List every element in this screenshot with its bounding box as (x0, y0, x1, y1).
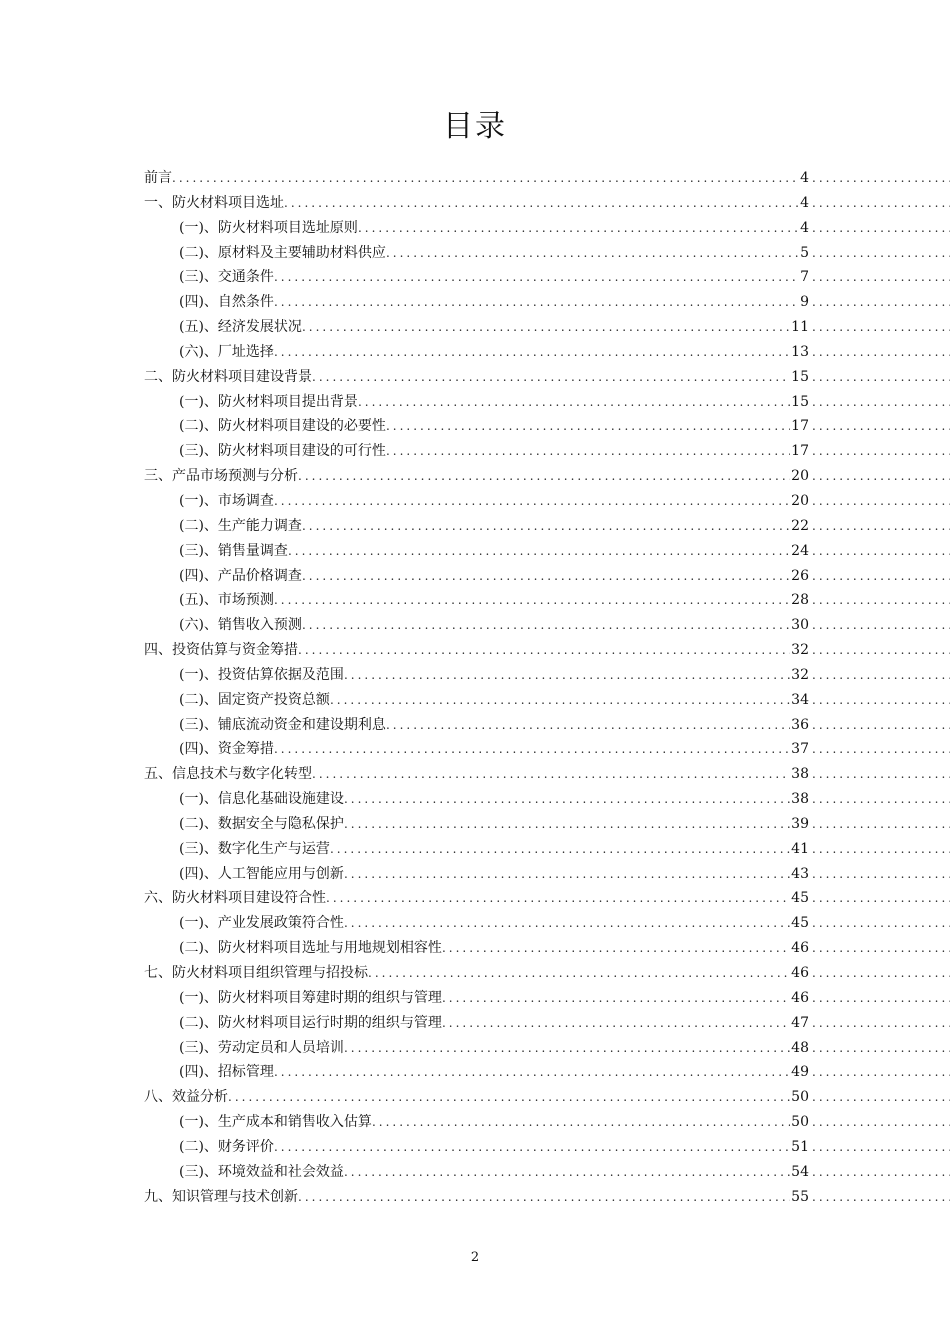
toc-entry-page: 47 (790, 1011, 810, 1036)
toc-entry-page: 4 (799, 216, 810, 241)
dot-leader (274, 489, 804, 514)
toc-entry-title: (六)、厂址选择 (179, 343, 274, 360)
toc-entry-title: 一、防火材料项目选址 (144, 194, 284, 211)
dot-leader-trailing (812, 514, 950, 539)
toc-entry-page: 26 (790, 564, 810, 589)
toc-entry-page: 46 (790, 936, 810, 961)
dot-leader-trailing (812, 464, 950, 489)
dot-leader (298, 638, 804, 663)
dot-leader-trailing (812, 762, 950, 787)
dot-leader (302, 514, 804, 539)
dot-leader (228, 1085, 804, 1110)
dot-leader-trailing (812, 886, 950, 911)
dot-leader-trailing (812, 1110, 950, 1135)
dot-leader-trailing (812, 365, 950, 390)
dot-leader-trailing (812, 812, 950, 837)
dot-leader (326, 886, 804, 911)
toc-entry-title: (二)、数据安全与隐私保护 (179, 815, 344, 832)
dot-leader (358, 216, 804, 241)
dot-leader-trailing (812, 340, 950, 365)
toc-entry (0, 862, 950, 887)
toc-entry (0, 1011, 950, 1036)
toc-entry-title: 九、知识管理与技术创新 (144, 1188, 298, 1205)
dot-leader (344, 663, 804, 688)
toc-entry (0, 837, 950, 862)
dot-leader-trailing (812, 414, 950, 439)
dot-leader-trailing (812, 1160, 950, 1185)
toc-entry-title: (三)、防火材料项目建设的可行性 (179, 443, 386, 460)
toc-entry-title: (一)、信息化基础设施建设 (179, 791, 344, 808)
toc-entry (0, 886, 950, 911)
toc-entry-title: (一)、生产成本和销售收入估算 (179, 1114, 372, 1131)
toc-entry-page: 9 (799, 290, 810, 315)
toc-entry-title: 五、信息技术与数字化转型 (144, 766, 312, 783)
toc-entry-page: 20 (790, 489, 810, 514)
toc-entry-page: 4 (799, 191, 810, 216)
dot-leader (386, 713, 804, 738)
toc-entry-title: (三)、交通条件 (179, 269, 274, 286)
toc-entry-title: (二)、防火材料项目选址与用地规划相容性 (179, 940, 442, 957)
dot-leader-trailing (812, 216, 950, 241)
page-title: 目录 (443, 109, 507, 144)
toc-entry-page: 17 (790, 439, 810, 464)
dot-leader (368, 961, 804, 986)
toc-entry (0, 986, 950, 1011)
toc-entry-title: (六)、销售收入预测 (179, 617, 302, 634)
toc-entry (0, 290, 950, 315)
toc-entry-page: 41 (790, 837, 810, 862)
dot-leader-trailing (812, 564, 950, 589)
dot-leader (344, 1160, 804, 1185)
dot-leader-trailing (812, 688, 950, 713)
toc-entry-page: 54 (790, 1160, 810, 1185)
toc-entry-title: (四)、产品价格调查 (179, 567, 302, 584)
toc-entry (0, 241, 950, 266)
toc-entry (0, 1036, 950, 1061)
dot-leader (274, 1135, 804, 1160)
dot-leader (274, 1060, 804, 1085)
toc-entry-title: (三)、环境效益和社会效益 (179, 1163, 344, 1180)
dot-leader (274, 340, 804, 365)
toc-entry (0, 787, 950, 812)
toc-entry-title: 二、防火材料项目建设背景 (144, 368, 312, 385)
dot-leader (274, 737, 804, 762)
dot-leader-trailing (812, 265, 950, 290)
dot-leader-trailing (812, 638, 950, 663)
toc-entry-title: (二)、原材料及主要辅助材料供应 (179, 244, 386, 261)
toc-entry (0, 489, 950, 514)
toc-entry (0, 638, 950, 663)
dot-leader-trailing (812, 315, 950, 340)
toc-entry (0, 1135, 950, 1160)
toc-entry-title: (一)、防火材料项目提出背景 (179, 393, 358, 410)
dot-leader (372, 1110, 804, 1135)
dot-leader-trailing (812, 489, 950, 514)
table-of-contents (0, 166, 950, 1209)
dot-leader-trailing (812, 191, 950, 216)
dot-leader (330, 837, 804, 862)
toc-entry-title: (一)、防火材料项目筹建时期的组织与管理 (179, 989, 442, 1006)
toc-entry-page: 17 (790, 414, 810, 439)
toc-entry (0, 1085, 950, 1110)
toc-entry (0, 812, 950, 837)
toc-entry-title: (四)、资金筹措 (179, 741, 274, 758)
toc-entry-title: (三)、销售量调查 (179, 542, 288, 559)
dot-leader (344, 1036, 804, 1061)
toc-entry (0, 191, 950, 216)
dot-leader-trailing (812, 588, 950, 613)
toc-entry-title: (一)、防火材料项目选址原则 (179, 219, 358, 236)
toc-entry-title: (三)、数字化生产与运营 (179, 840, 330, 857)
toc-entry (0, 539, 950, 564)
toc-entry-page: 43 (790, 862, 810, 887)
dot-leader (442, 986, 804, 1011)
toc-entry (0, 1185, 950, 1210)
dot-leader (302, 315, 804, 340)
toc-entry-title: 七、防火材料项目组织管理与招投标 (144, 965, 368, 981)
dot-leader (344, 812, 804, 837)
dot-leader (274, 290, 804, 315)
toc-entry-page: 11 (790, 315, 810, 340)
toc-entry-page: 34 (790, 688, 810, 713)
dot-leader-trailing (812, 1060, 950, 1085)
toc-entry-page: 38 (790, 787, 810, 812)
dot-leader (386, 414, 804, 439)
toc-entry (0, 762, 950, 787)
dot-leader (344, 911, 804, 936)
dot-leader-trailing (812, 961, 950, 986)
toc-entry-page: 13 (790, 340, 810, 365)
toc-entry-title: 三、产品市场预测与分析 (144, 468, 298, 485)
toc-entry-page: 32 (790, 638, 810, 663)
toc-entry-page: 5 (799, 241, 810, 266)
toc-entry-page: 4 (799, 166, 810, 191)
dot-leader (274, 265, 804, 290)
toc-entry-page: 45 (790, 886, 810, 911)
toc-entry-title: (二)、固定资产投资总额 (179, 691, 330, 708)
dot-leader-trailing (812, 439, 950, 464)
dot-leader (302, 613, 804, 638)
dot-leader (312, 762, 804, 787)
dot-leader-trailing (812, 713, 950, 738)
dot-leader-trailing (812, 862, 950, 887)
dot-leader (274, 588, 804, 613)
toc-entry-page: 46 (790, 986, 810, 1011)
toc-entry-title: 六、防火材料项目建设符合性 (144, 890, 326, 907)
dot-leader-trailing (812, 1036, 950, 1061)
toc-entry (0, 216, 950, 241)
dot-leader-trailing (812, 290, 950, 315)
toc-entry (0, 265, 950, 290)
dot-leader-trailing (812, 837, 950, 862)
dot-leader (298, 464, 804, 489)
toc-entry (0, 713, 950, 738)
dot-leader-trailing (812, 986, 950, 1011)
toc-entry (0, 663, 950, 688)
toc-entry-title: (四)、人工智能应用与创新 (179, 865, 344, 882)
toc-entry-page: 50 (790, 1085, 810, 1110)
dot-leader (172, 166, 804, 191)
toc-entry-title: (二)、财务评价 (179, 1138, 274, 1155)
dot-leader-trailing (812, 1185, 950, 1210)
toc-entry-page: 39 (790, 812, 810, 837)
toc-entry (0, 737, 950, 762)
dot-leader (288, 539, 804, 564)
toc-entry-page: 28 (790, 588, 810, 613)
toc-entry-page: 38 (790, 762, 810, 787)
dot-leader-trailing (812, 613, 950, 638)
toc-entry-title: (二)、防火材料项目建设的必要性 (179, 418, 386, 435)
dot-leader-trailing (812, 539, 950, 564)
dot-leader (386, 439, 804, 464)
dot-leader (302, 564, 804, 589)
dot-leader-trailing (812, 787, 950, 812)
toc-entry-page: 24 (790, 539, 810, 564)
dot-leader (330, 688, 804, 713)
toc-entry (0, 1060, 950, 1085)
dot-leader (344, 787, 804, 812)
toc-entry-title: (一)、投资估算依据及范围 (179, 666, 344, 683)
toc-entry-page: 36 (790, 713, 810, 738)
dot-leader-trailing (812, 737, 950, 762)
dot-leader (298, 1185, 804, 1210)
toc-entry-title: 前言 (144, 170, 172, 186)
toc-entry-title: (一)、产业发展政策符合性 (179, 915, 344, 932)
dot-leader (386, 241, 804, 266)
toc-entry (0, 166, 950, 191)
toc-entry-page: 49 (790, 1060, 810, 1085)
dot-leader-trailing (812, 936, 950, 961)
dot-leader-trailing (812, 1011, 950, 1036)
toc-entry-title: 四、投资估算与资金筹措 (144, 642, 298, 659)
toc-entry-title: (五)、市场预测 (179, 592, 274, 609)
toc-entry (0, 464, 950, 489)
toc-entry-title: (三)、铺底流动资金和建设期利息 (179, 716, 386, 733)
dot-leader (358, 390, 804, 415)
toc-entry (0, 936, 950, 961)
toc-entry-page: 15 (790, 365, 810, 390)
toc-entry-title: (二)、防火材料项目运行时期的组织与管理 (179, 1014, 442, 1031)
toc-entry (0, 365, 950, 390)
toc-entry (0, 1160, 950, 1185)
toc-entry-title: (四)、招标管理 (179, 1064, 274, 1081)
toc-entry (0, 514, 950, 539)
toc-entry-page: 48 (790, 1036, 810, 1061)
toc-entry (0, 340, 950, 365)
toc-entry-title: (五)、经济发展状况 (179, 319, 302, 336)
toc-entry (0, 911, 950, 936)
toc-entry-page: 46 (790, 961, 810, 986)
toc-entry (0, 613, 950, 638)
dot-leader (442, 936, 804, 961)
toc-entry-title: (三)、劳动定员和人员培训 (179, 1039, 344, 1056)
toc-entry-title: (二)、生产能力调查 (179, 517, 302, 534)
page-number: 2 (470, 1250, 480, 1265)
dot-leader-trailing (812, 1135, 950, 1160)
dot-leader-trailing (812, 390, 950, 415)
toc-entry (0, 1110, 950, 1135)
toc-entry-page: 20 (790, 464, 810, 489)
toc-entry-page: 7 (799, 265, 810, 290)
toc-entry (0, 390, 950, 415)
toc-entry-page: 22 (790, 514, 810, 539)
toc-entry-page: 51 (790, 1135, 810, 1160)
toc-entry-page: 55 (790, 1185, 810, 1210)
dot-leader-trailing (812, 663, 950, 688)
dot-leader (344, 862, 804, 887)
dot-leader-trailing (812, 166, 950, 191)
toc-entry (0, 564, 950, 589)
dot-leader (312, 365, 804, 390)
toc-entry (0, 439, 950, 464)
toc-entry (0, 688, 950, 713)
toc-entry-page: 15 (790, 390, 810, 415)
dot-leader-trailing (812, 911, 950, 936)
dot-leader-trailing (812, 241, 950, 266)
toc-entry-page: 30 (790, 613, 810, 638)
toc-entry (0, 961, 950, 986)
toc-entry-page: 50 (790, 1110, 810, 1135)
toc-entry (0, 588, 950, 613)
toc-entry-title: (四)、自然条件 (179, 294, 274, 311)
toc-entry-title: 八、效益分析 (144, 1089, 228, 1106)
toc-entry (0, 315, 950, 340)
toc-entry (0, 414, 950, 439)
dot-leader-trailing (812, 1085, 950, 1110)
dot-leader (442, 1011, 804, 1036)
toc-entry-page: 37 (790, 737, 810, 762)
toc-entry-title: (一)、市场调查 (179, 492, 274, 509)
toc-entry-page: 32 (790, 663, 810, 688)
toc-entry-page: 45 (790, 911, 810, 936)
dot-leader (284, 191, 804, 216)
